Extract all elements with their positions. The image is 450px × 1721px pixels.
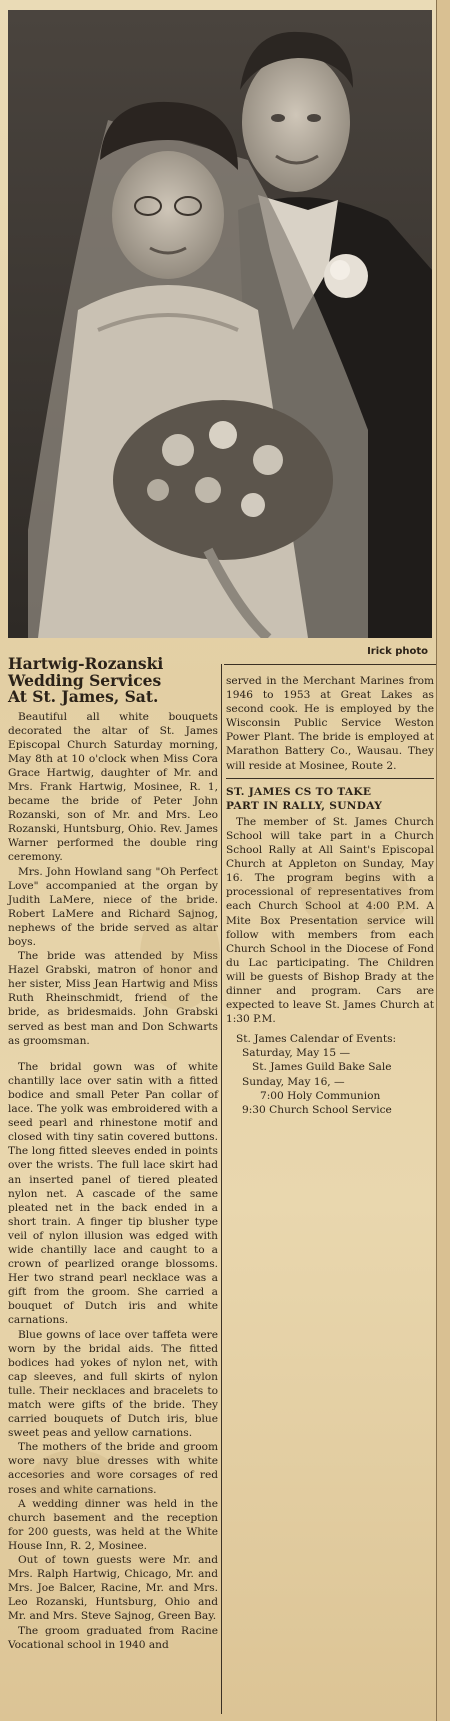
calendar-line: Sunday, May 16, — <box>242 1075 345 1088</box>
rally-headline <box>226 785 434 813</box>
rally-paragraph: The member of St. James Church School will take part in a Church School Rally at All Saint's Episcopal Church at Appleton on Sunday, May 16. The program begins with a processional of representatives from each Church School at 4:00 P.M. A Mite Box Presentation service will follow with members from each Church School in the Diocese of Fond du Lac participating. The Children will be guests of Bishop Brady at the dinner and program. Cars are expected to leave St. James Church at 1:30 P.M. <box>226 815 434 1026</box>
section-divider <box>226 778 434 779</box>
headline-line-2: Wedding Services <box>8 670 162 690</box>
column-divider <box>221 664 222 1714</box>
calendar-line: 9:30 Church School Service <box>242 1103 392 1116</box>
article-paragraph: Beautiful all white bouquets decorated the altar of St. James Episcopal Church Saturday morning, May 8th at 10 o'clock when Miss Cora Grace Hartwig, daughter of Mr. and Mrs. Frank Hartwig, Mosinee, R. 1, became the bride of Peter John Rozanski, son of Mr. and Mrs. Leo Rozanski, Huntsburg, Ohio. Rev. James Warner performed the double ring ceremony. <box>8 710 218 864</box>
calendar-line: 7:00 Holy Communion <box>260 1089 381 1102</box>
article-column-1 <box>8 656 218 1652</box>
headline-line-3: At St. James, Sat. <box>8 687 159 706</box>
top-rule <box>224 664 436 665</box>
rally-headline-line-2: PART IN RALLY, SUNDAY <box>226 799 383 812</box>
calendar-line: Saturday, May 15 — <box>242 1047 351 1060</box>
article-paragraph: The bridal gown was of white chantilly lace over satin with a fitted bodice and small Peter Pan collar of lace. The yolk was embroidered with a seed pearl and rhinestone motif and closed with tiny satin covered buttons. The long fitted sleeves ended in points over the wrists. The full lace skirt had an inserted panel of tiered pleated nylon net. A cascade of the same pleated net in the back ended in a short train. A finger tip blusher type veil of nylon illusion was edged with wide chantilly lace and caught to a crown of pearlized orange blossoms. Her two strand pearl necklace was a gift from the groom. She carried a bouquet of Dutch iris and white carnations. <box>8 1060 218 1327</box>
article-paragraph: Mrs. John Howland sang "Oh Perfect Love" accompanied at the organ by Judith LaMere, niece of the bride. Robert LaMere and Richard Sajnog, nephews of the bride served as altar boys. <box>8 865 218 948</box>
calendar-title: St. James Calendar of Events: <box>236 1033 397 1046</box>
headline-line-1: Hartwig-Rozanski <box>8 654 164 673</box>
wedding-photo <box>8 10 432 638</box>
wedding-couple-photo-icon <box>8 10 432 638</box>
article-paragraph: Out of town guests were Mr. and Mrs. Ralph Hartwig, Chicago, Mr. and Mrs. Joe Balcer, Racine, Mr. and Mrs. Leo Rozanski, Huntsburg, Ohio and Mr. and Mrs. Steve Sajnog, Green Bay. <box>8 1554 218 1623</box>
article-headline <box>8 656 218 706</box>
article-paragraph: The mothers of the bride and groom wore navy blue dresses with white accesories and wore corsages of red roses and white carnations. <box>8 1441 218 1496</box>
article-paragraph: The bride was attended by Miss Hazel Grabski, matron of honor and her sister, Miss Jean Hartwig and Miss Ruth Rheinschmidt, friend of the bride, as bridesmaids. John Grabski served as best man and Don Schwarts as groomsman. <box>8 950 218 1047</box>
article-paragraph: A wedding dinner was held in the church basement and the reception for 200 guests, was held at the White House Inn, R. 2, Mosinee. <box>8 1497 218 1552</box>
calendar-line: St. James Guild Bake Sale <box>252 1061 392 1074</box>
adjacent-column-edge <box>436 0 450 1721</box>
article-paragraph: The groom graduated from Racine Vocational school in 1940 and <box>8 1624 218 1651</box>
article-continuation: served in the Merchant Marines from 1946 to 1953 at Great Lakes as second cook. He is employed by the Wisconsin Public Service Weston Power Plant. The bride is employed at Marathon Battery Co., Wausau. They will reside at Mosinee, Route 2. <box>226 675 434 772</box>
photo-credit: Irick photo <box>367 646 428 657</box>
article-column-2 <box>226 674 434 1117</box>
article-paragraph: Blue gowns of lace over taffeta were worn by the bridal aids. The fitted bodices had yokes of nylon net, with cap sleeves, and full skirts of nylon tulle. Their necklaces and bracelets to match were gifts of the bride. They carried bouquets of Dutch iris, blue sweet peas and yellow carnations. <box>8 1328 218 1440</box>
rally-headline-line-1: ST. JAMES CS TO TAKE <box>226 785 372 798</box>
